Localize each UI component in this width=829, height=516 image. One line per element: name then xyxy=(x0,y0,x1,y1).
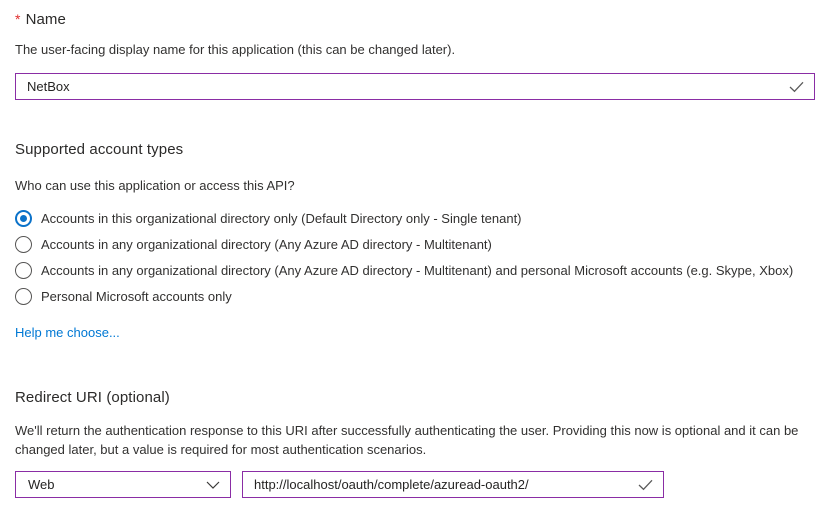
radio-option-label: Personal Microsoft accounts only xyxy=(41,288,232,304)
radio-selected-icon[interactable] xyxy=(15,210,32,227)
name-label: Name xyxy=(25,11,66,28)
account-types-radio-group xyxy=(15,205,815,309)
platform-select[interactable] xyxy=(15,471,231,498)
radio-option-label: Accounts in this organizational directory only (Default Directory only - Single tenant) xyxy=(41,210,522,226)
redirect-uri-description-line2: changed later, but a value is required for most authentication scenarios. xyxy=(15,442,427,457)
name-input[interactable] xyxy=(27,74,781,99)
radio-unselected-icon[interactable] xyxy=(15,236,32,253)
chevron-down-icon xyxy=(206,481,220,489)
required-marker: * xyxy=(15,11,21,27)
help-me-choose-link[interactable]: Help me choose... xyxy=(15,325,120,340)
name-valid-check-icon xyxy=(789,81,804,93)
radio-unselected-icon[interactable] xyxy=(15,288,32,305)
name-input-wrapper xyxy=(15,73,815,100)
account-types-question: Who can use this application or access this API? xyxy=(15,178,295,193)
account-types-title: Supported account types xyxy=(15,141,184,158)
radio-option-single-tenant[interactable] xyxy=(15,205,815,231)
name-description: The user-facing display name for this application (this can be changed later). xyxy=(15,42,456,57)
redirect-uri-input[interactable] xyxy=(254,472,630,497)
uri-valid-check-icon xyxy=(638,479,653,491)
radio-option-multitenant[interactable] xyxy=(15,231,815,257)
redirect-uri-title: Redirect URI (optional) xyxy=(15,389,170,406)
radio-unselected-icon[interactable] xyxy=(15,262,32,279)
redirect-uri-description-line1: We'll return the authentication response to this URI after successfully authenticating the user. Providing this now is optional and it can be xyxy=(15,423,799,438)
platform-select-value: Web xyxy=(28,477,55,492)
redirect-uri-description xyxy=(15,421,815,459)
name-section-title xyxy=(15,0,815,28)
radio-option-personal-only[interactable] xyxy=(15,283,815,309)
redirect-uri-input-wrapper xyxy=(242,471,664,498)
radio-option-label: Accounts in any organizational directory (Any Azure AD directory - Multitenant) xyxy=(41,236,492,252)
redirect-uri-row xyxy=(15,471,815,498)
radio-option-label: Accounts in any organizational directory (Any Azure AD directory - Multitenant) and personal Microsoft accounts (e.g. Skype, Xbox) xyxy=(41,262,794,278)
radio-option-multitenant-personal[interactable] xyxy=(15,257,815,283)
